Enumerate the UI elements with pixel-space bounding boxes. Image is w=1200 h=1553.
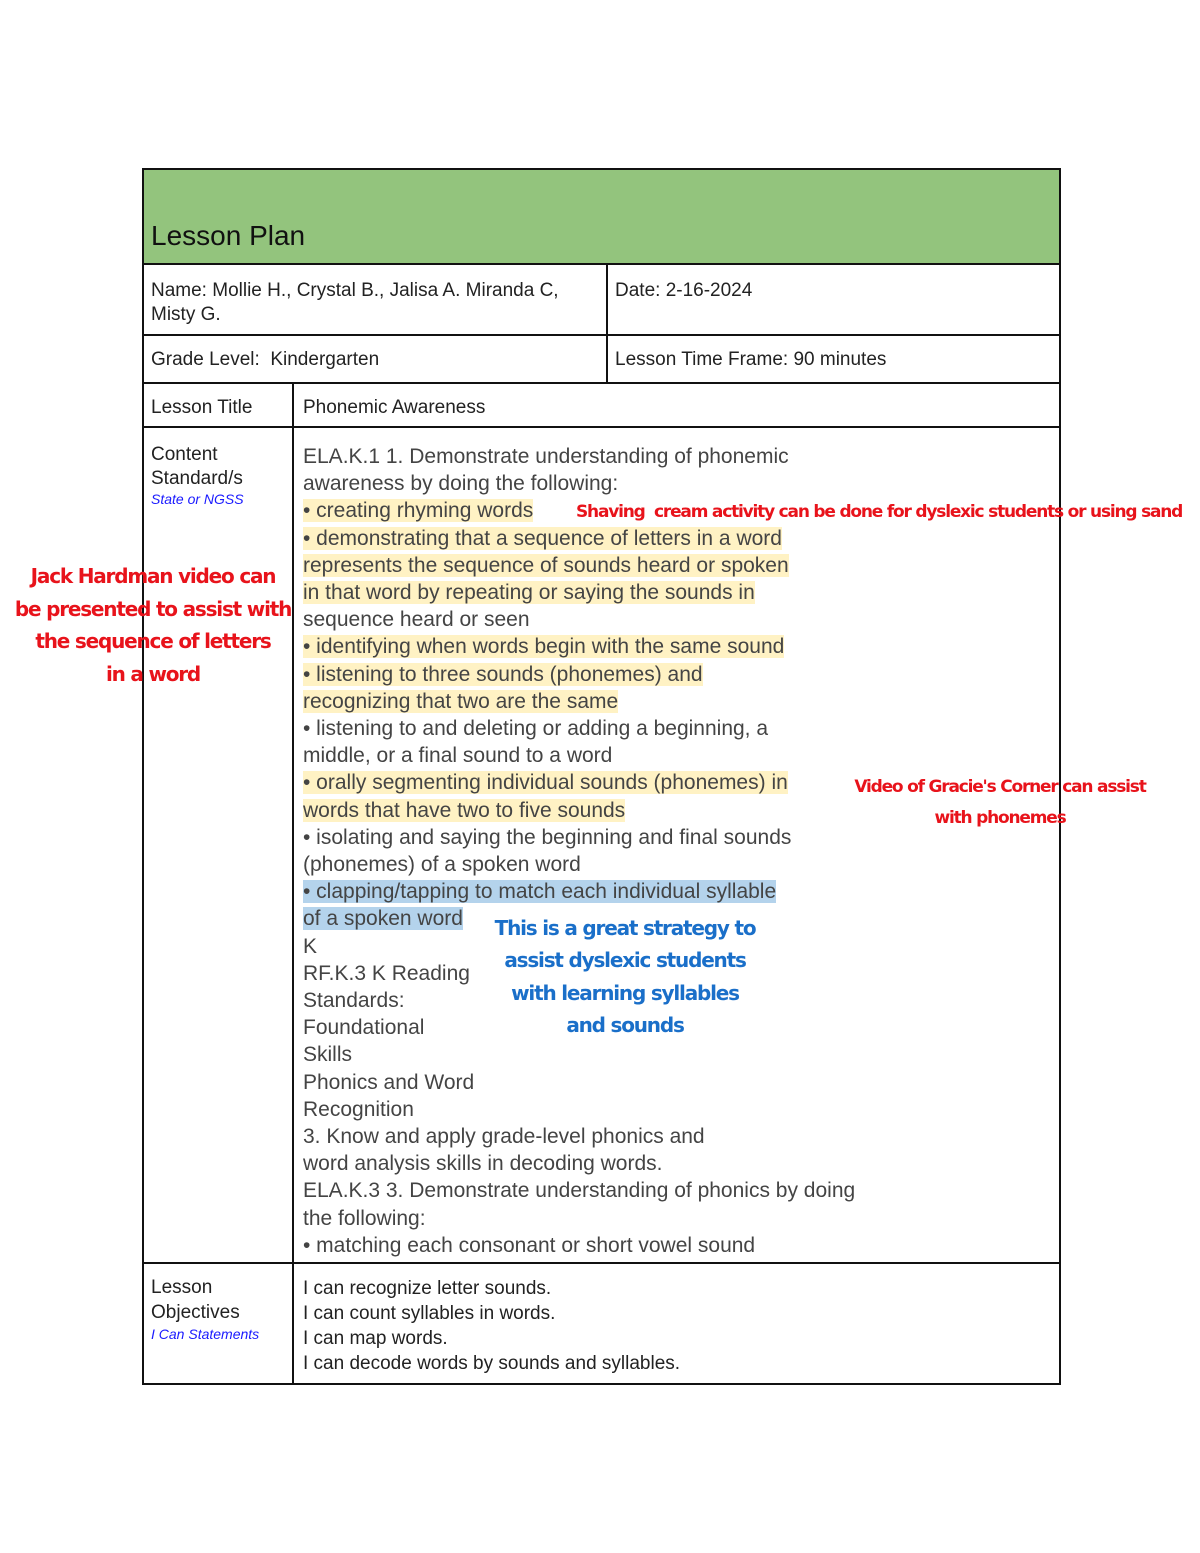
objectives-list: [303, 1276, 680, 1376]
standard-line: sequence heard or seen: [303, 608, 530, 632]
name-field: Name: Mollie H., Crystal B., Jalisa A. Miranda C, Misty G.: [151, 280, 559, 325]
standard-line: • matching each consonant or short vowel sound: [303, 1233, 756, 1257]
row-divider: [142, 426, 1061, 428]
standard-line: K: [303, 934, 318, 958]
page-title: Lesson Plan: [151, 220, 306, 251]
date-field: Date: 2-16-2024: [615, 280, 753, 301]
standard-line: Recognition: [303, 1097, 414, 1121]
table-border-left: [142, 168, 144, 1385]
standard-line: recognizing that two are the same: [303, 689, 619, 713]
standard-line: of a spoken word: [303, 907, 463, 931]
standard-line: • listening to and deleting or adding a beginning, a: [303, 717, 769, 741]
annotation-jack-hardman: Jack Hardman video can be presented to assist with the sequence of letters in a word: [14, 564, 292, 686]
objectives-sublabel: I Can Statements: [151, 1326, 260, 1342]
standard-line: in that word by repeating or saying the sounds in: [303, 581, 755, 605]
standard-line: words that have two to five sounds: [303, 798, 626, 822]
standard-line: Standards:: [303, 989, 405, 1013]
objectives-label-line1: Lesson: [151, 1277, 213, 1298]
row-divider: [142, 263, 1061, 265]
objectives-label-line2: Objectives: [151, 1302, 240, 1323]
grade-level-field: Grade Level: Kindergarten: [151, 349, 380, 370]
standard-line: (phonemes) of a spoken word: [303, 853, 581, 877]
objective-item: I can map words.: [303, 1328, 448, 1349]
standard-line: Phonics and Word: [303, 1070, 475, 1094]
standards-list: [303, 443, 855, 1259]
standard-line: awareness by doing the following:: [303, 472, 619, 496]
standard-line: • clapping/tapping to match each individual syllable: [303, 880, 777, 904]
lesson-title-label: Lesson Title: [151, 397, 253, 418]
row-divider: [142, 1262, 1061, 1264]
objective-item: I can count syllables in words.: [303, 1303, 556, 1324]
standard-line: word analysis skills in decoding words.: [303, 1152, 663, 1176]
standard-line: • orally segmenting individual sounds (phonemes) in: [303, 771, 788, 795]
standard-line: represents the sequence of sounds heard or spoken: [303, 553, 789, 577]
annotation-shaving-cream: Shaving cream activity can be done for dyslexic students or using sand: [576, 502, 1183, 522]
row-divider: [142, 334, 1061, 336]
column-divider: [606, 263, 608, 384]
standard-line: • listening to three sounds (phonemes) and: [303, 662, 703, 686]
content-standards-label-line2: Standard/s: [151, 468, 243, 489]
time-frame-field: Lesson Time Frame: 90 minutes: [615, 349, 887, 370]
annotation-gracies-corner: Video of Gracie's Corner can assist with phonemes: [854, 777, 1146, 828]
content-standards-sublabel: State or NGSS: [151, 491, 244, 507]
column-divider: [292, 382, 294, 1385]
standard-line: Foundational: [303, 1016, 425, 1040]
standard-line: ELA.K.3 3. Demonstrate understanding of phonics by doing: [303, 1179, 856, 1203]
standard-line: RF.K.3 K Reading: [303, 961, 470, 985]
table-border-bottom: [142, 1383, 1061, 1385]
table-border-top: [142, 168, 1061, 170]
lesson-title-value: Phonemic Awareness: [303, 397, 486, 418]
standard-line: • identifying when words begin with the same sound: [303, 635, 785, 659]
standard-line: • creating rhyming words: [303, 499, 534, 523]
standard-line: ELA.K.1 1. Demonstrate understanding of phonemic: [303, 445, 789, 468]
standard-line: middle, or a final sound to a word: [303, 744, 613, 768]
standard-line: Skills: [303, 1043, 353, 1067]
standard-line: 3. Know and apply grade-level phonics and: [303, 1125, 705, 1149]
objective-item: I can decode words by sounds and syllables.: [303, 1353, 681, 1374]
standard-line: the following:: [303, 1206, 426, 1230]
content-standards-label-line1: Content: [151, 444, 218, 465]
standard-line: • demonstrating that a sequence of letters in a word: [303, 526, 782, 550]
standard-line: • isolating and saying the beginning and final sounds: [303, 825, 792, 849]
objective-item: I can recognize letter sounds.: [303, 1278, 552, 1299]
row-divider: [142, 382, 1061, 384]
annotation-great-strategy: This is a great strategy to assist dyslexic students with learning syllables and sounds: [494, 916, 756, 1037]
